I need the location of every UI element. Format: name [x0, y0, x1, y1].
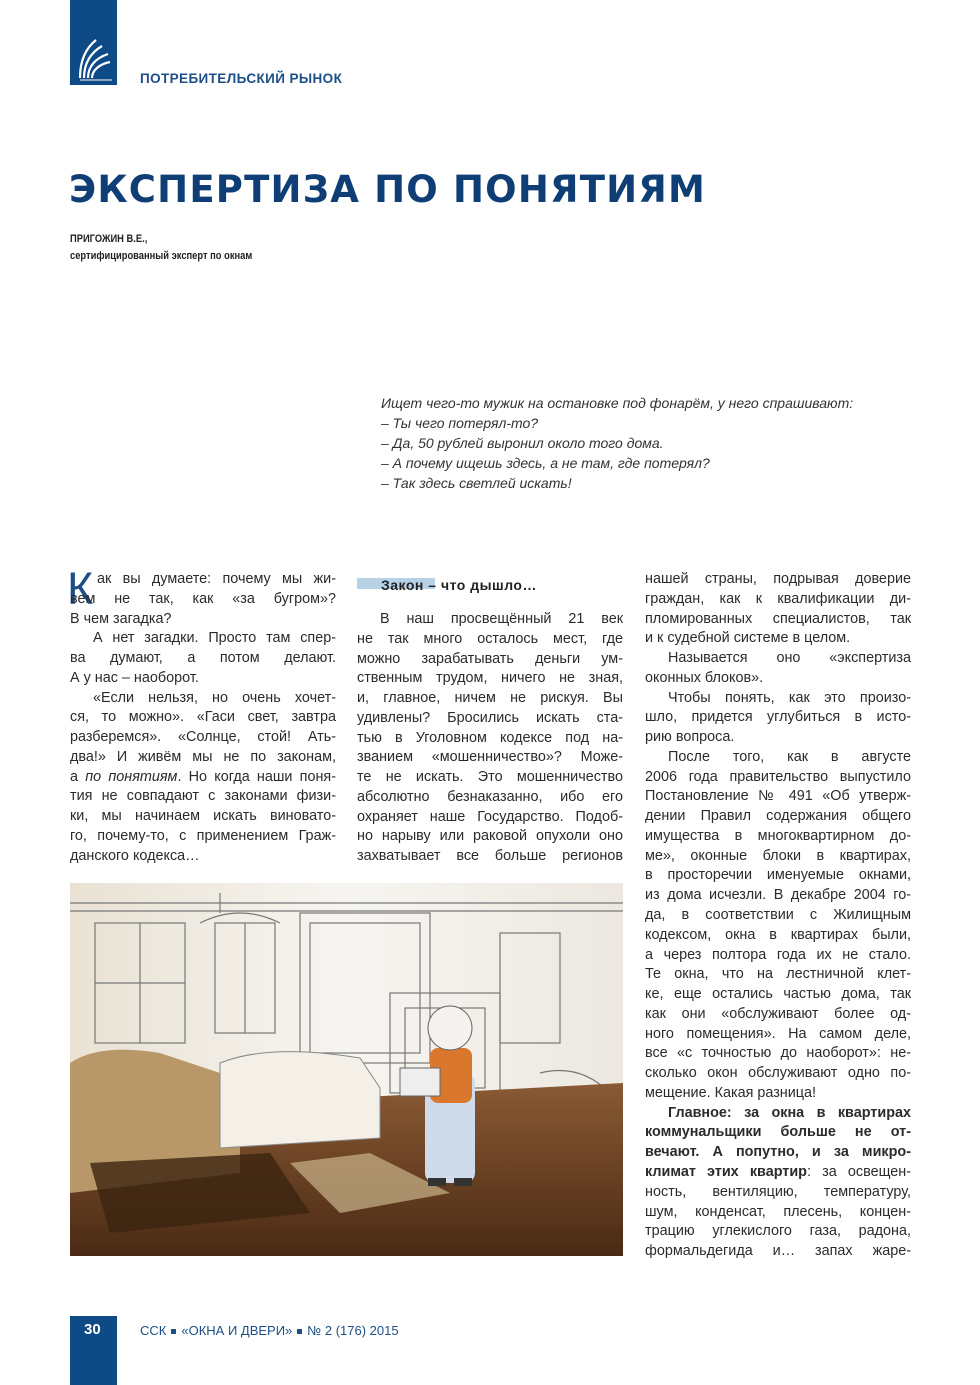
text-line: ственным трудом, ничего не зная,	[357, 670, 623, 687]
text-line: данского кодекса…	[70, 847, 200, 864]
text-segment: а	[70, 768, 86, 785]
text-line: ак вы думаете: почему мы жи-	[97, 571, 336, 587]
text-line: не так много осталось мест, где	[357, 630, 623, 647]
text-line	[645, 1163, 911, 1183]
text-line: ва думают, а потом делают.	[70, 650, 336, 667]
text-line: и, главное, ничем не рискуя. Вы	[357, 690, 623, 707]
bold-text: климат этих квартир	[645, 1163, 807, 1180]
text-line: А нет загадки. Просто там спер-	[93, 630, 336, 647]
text-line	[645, 1143, 911, 1163]
bold-text: вечают. А попутно, и за микро-	[645, 1144, 911, 1161]
drop-cap: К	[67, 563, 94, 614]
footer-publisher: ССК	[140, 1323, 167, 1338]
text-line: сколько окон обслуживают одно по-	[645, 1065, 911, 1082]
magazine-logo	[70, 0, 117, 85]
text-line: формальдегида и… запах жаре-	[645, 1243, 911, 1260]
text-line: имущества в многоквартирном до-	[645, 827, 911, 844]
bold-text: Главное: за окна в квартирах	[668, 1104, 911, 1121]
article-illustration	[70, 883, 623, 1256]
epigraph-line: – А почему ищешь здесь, а не там, где потерял?	[381, 455, 710, 471]
text-line: Чтобы понять, как это произо-	[668, 689, 911, 706]
text-line: а через полтора года их не стало.	[645, 946, 911, 963]
text-line	[70, 768, 336, 788]
article-column-2	[357, 610, 623, 867]
text-line: В чем загадка?	[70, 610, 172, 627]
article-title: ЭКСПЕРТИЗА ПО ПОНЯТИЯМ	[69, 168, 707, 211]
text-line: мещение. Какая разница!	[645, 1084, 817, 1101]
text-line	[645, 1123, 911, 1143]
text-line: го, почему-то, с применением Граж-	[70, 827, 336, 844]
text-line: ке, еще остались частью дома, так	[645, 986, 911, 1003]
text-line: два!» И живём мы не по законам,	[70, 748, 336, 765]
footer-magazine: «ОКНА И ДВЕРИ»	[181, 1323, 293, 1338]
text-line: шум, конденсат, плесень, концен-	[645, 1203, 911, 1220]
text-line: званием «мошенничество»? Може-	[357, 749, 623, 766]
magazine-logo-icon	[70, 0, 117, 85]
footer-issue: № 2 (176) 2015	[307, 1323, 399, 1338]
text-line: из дома исчезли. В декабре 2004 го-	[645, 887, 911, 904]
text-line	[645, 1104, 911, 1124]
text-line: дении Правил содержания общего	[645, 808, 911, 825]
text-line: В наш просвещённый 21 век	[380, 611, 623, 627]
section-label: ПОТРЕБИТЕЛЬСКИЙ РЫНОК	[140, 71, 343, 86]
text-line: ся, то можно». «Гаси свет, завтра	[70, 709, 336, 726]
text-line: Называется оно «экспертиза	[668, 650, 911, 667]
text-line: ного помещения». На самом деле,	[645, 1025, 911, 1042]
text-line: 2006 года правительство выпустило	[645, 768, 911, 785]
article-column-1	[70, 570, 336, 866]
text-line: После того, как в августе	[668, 748, 911, 765]
epigraph-line: – Так здесь светлей искать!	[381, 475, 572, 491]
text-line: трацию углекислого газа, радона,	[645, 1223, 911, 1240]
page-number: 30	[84, 1321, 101, 1338]
text-line: кодексом, окна в квартирах были,	[645, 926, 911, 943]
text-line: тью в Уголовном кодексе под на-	[357, 729, 623, 746]
text-line: нашей страны, подрывая доверие	[645, 571, 911, 587]
text-line: все «с точностью до наоборот»: не-	[645, 1045, 911, 1062]
bold-text: коммунальщики больше не от-	[645, 1124, 911, 1141]
epigraph-line: Ищет чего-то мужик на остановке под фонарём, у него спрашивают:	[381, 395, 854, 411]
text-line: разберемся». «Солнце, стой! Ать-	[70, 729, 336, 746]
text-line: Постановление № 491 «Об утверж-	[645, 788, 911, 805]
text-line: пломированных специалистов, так	[645, 610, 911, 627]
author-name: ПРИГОЖИН В.Е.,	[70, 233, 148, 245]
italic-text: по понятиям	[85, 768, 178, 785]
text-line: те не искать. Это мошенничество	[357, 769, 623, 786]
text-line: но нарыву или раковой опухоли оно	[357, 828, 623, 845]
text-segment: : за освещен-	[806, 1163, 911, 1180]
text-line: и к судебной системе в целом.	[645, 630, 851, 647]
subheading: Закон – что дышло…	[381, 577, 537, 593]
epigraph-line: – Ты чего потерял-то?	[381, 415, 539, 431]
text-line: абсолютно безнаказанно, ибо его	[357, 788, 623, 805]
text-line: «Если нельзя, но очень хочет-	[93, 689, 336, 706]
article-column-3	[645, 570, 911, 1262]
text-line: охраняет наше Государство. Подоб-	[357, 808, 623, 825]
text-line: да, в соответствии с Жилищным	[645, 907, 911, 924]
text-line: шло, придется углубиться в исто-	[645, 709, 911, 726]
bullet-square-icon	[171, 1329, 176, 1334]
text-line: рию вопроса.	[645, 729, 735, 746]
text-line: как они «обслуживают более од-	[645, 1005, 911, 1022]
epigraph-line: – Да, 50 рублей выронил около того дома.	[381, 435, 664, 451]
footer-issue-info	[140, 1323, 399, 1338]
text-line: захватывает все больше регионов	[357, 848, 623, 865]
text-line: в просторечии именуемые окнами,	[645, 867, 911, 884]
text-line: удивлены? Бросились искать ста-	[357, 709, 623, 726]
text-line: ность, вентиляцию, температуру,	[645, 1183, 911, 1200]
bullet-square-icon	[297, 1329, 302, 1334]
text-line: граждан, как к квалификации ди-	[645, 590, 911, 607]
text-line: А у нас – наоборот.	[70, 669, 199, 686]
text-line: ки, мы начинаем искать виновато-	[70, 808, 336, 825]
author-role: сертифицированный эксперт по окнам	[70, 250, 253, 262]
text-segment: . Но когда наши поня-	[177, 768, 336, 785]
epigraph	[381, 393, 853, 493]
text-line: оконных блоков».	[645, 669, 764, 686]
text-line: тия не совпадают с законами физи-	[70, 788, 336, 805]
text-line: вем не так, как «за бугром»?	[70, 590, 336, 607]
text-line: можно зарабатывать деньги ум-	[357, 650, 623, 667]
text-line: Те окна, что на лестничной клет-	[645, 966, 911, 983]
text-line: ме», оконные блоки в квартирах,	[645, 847, 911, 864]
